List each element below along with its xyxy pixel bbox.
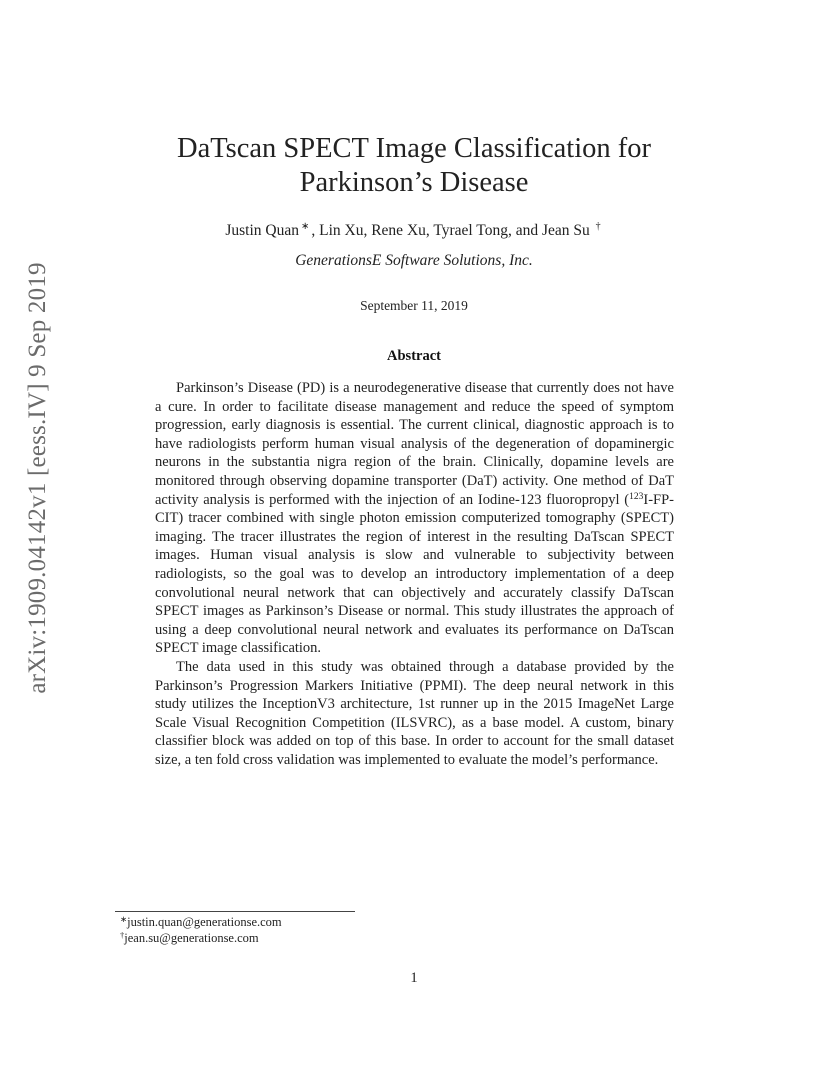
corresponding-mark-first: ∗ xyxy=(300,221,310,232)
page-number: 1 xyxy=(410,970,418,986)
isotope-superscript: 123 xyxy=(629,491,644,502)
footnote-1-mark: ∗ xyxy=(120,914,128,924)
title-line-1: DaTscan SPECT Image Classification for xyxy=(177,133,651,164)
paper-title xyxy=(0,132,828,200)
abstract-paragraph-1 xyxy=(155,379,674,658)
publication-date: September 11, 2019 xyxy=(360,298,468,313)
footnote-1 xyxy=(120,914,282,930)
footnote-2 xyxy=(120,930,282,946)
abstract-body xyxy=(155,379,674,769)
title-line-2: Parkinson’s Disease xyxy=(299,167,529,198)
footnote-2-email: jean.su@generationse.com xyxy=(124,931,259,945)
author-affiliation: GenerationsE Software Solutions, Inc. xyxy=(295,252,533,269)
author-list xyxy=(0,221,828,240)
abstract-p1-part-a: Parkinson’s Disease (PD) is a neurodegenerative disease that currently does not have a cure. In order to facilitate disease management and reduce the speed of symptom progression, early diagnosis is essential. The current clinical, diagnostic approach is to have radiologists perform human visual analysis of the degeneration of dopaminergic neurons in the substantia nigra region of the brain. Clinically, dopamine levels are monitored through observing dopamine transporter (DaT) activity. One method of DaT activity analysis is performed with the injection of an Iodine-123 fluoropropyl ( xyxy=(155,380,674,508)
abstract-p1-part-b: I-FP-CIT) tracer combined with single photon emission computerized tomography (SPECT) imaging. The tracer illustrates the region of interest in the resulting DaTscan SPECT images. Human visual analysis is slow and vulnerable to subjectivity between radiologists, so the goal was to develop an introductory implementation of a deep convolutional neural network that can objectively and accurately classify DaTscan SPECT images as Parkinson’s Disease or normal. This study illustrates the approach of using a deep convolutional neural network and evaluates its performance on DaTscan SPECT image classification. xyxy=(155,491,674,657)
abstract-heading: Abstract xyxy=(387,348,441,364)
first-author: Justin Quan xyxy=(225,222,299,239)
footnote-1-email: justin.quan@generationse.com xyxy=(127,915,282,929)
footnotes xyxy=(120,914,282,946)
abstract-paragraph-2: The data used in this study was obtained through a database provided by the Parkinson’s Progression Markers Initiative (PPMI). The deep neural network in this study utilizes the InceptionV3 architecture, 1st runner up in the 2015 ImageNet Large Scale Visual Recognition Competition (ILSVRC), as a base model. A custom, binary classifier block was added on top of this base. In order to account for the small dataset size, a ten fold cross validation was implemented to evaluate the model’s performance. xyxy=(155,658,674,768)
arxiv-identifier-text: arXiv:1909.04142v1 [eess.IV] 9 Sep 2019 xyxy=(24,262,51,694)
other-authors: , Lin Xu, Rene Xu, Tyrael Tong, and Jean Su xyxy=(311,222,590,239)
corresponding-mark-last: † xyxy=(595,221,601,232)
footnote-2-mark: † xyxy=(120,930,125,940)
footnote-divider xyxy=(115,911,355,912)
